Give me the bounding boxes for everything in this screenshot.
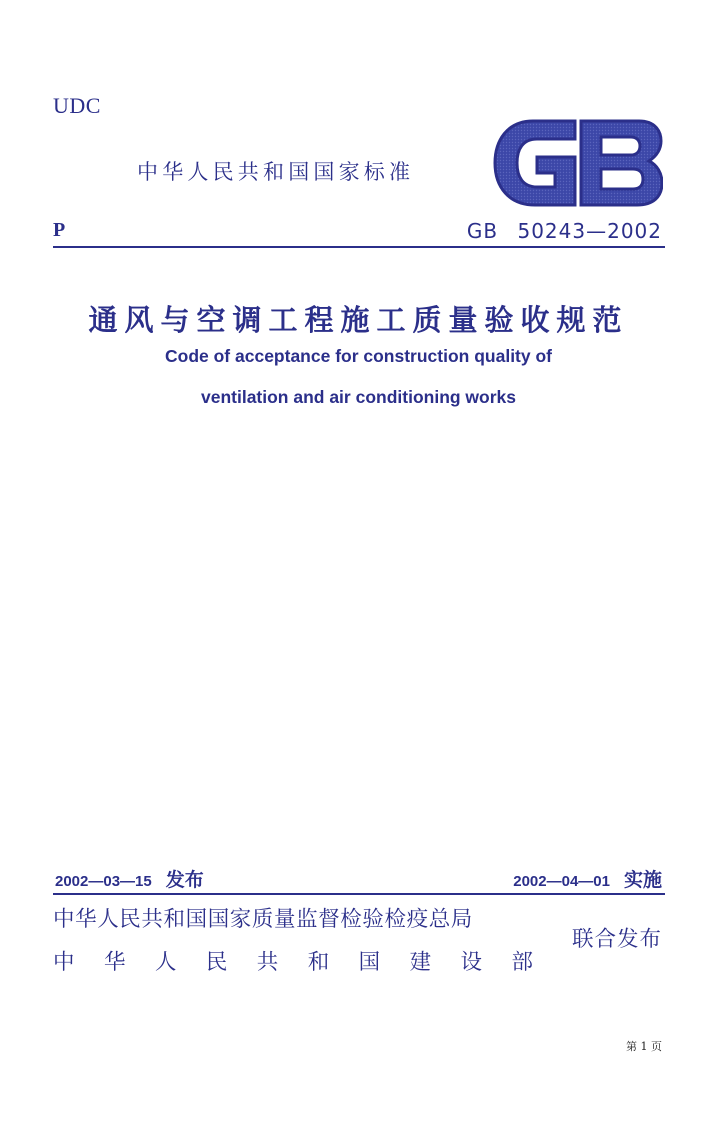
- effective-label: 实施: [623, 869, 662, 891]
- issue-date-block: [55, 865, 204, 892]
- udc-label: UDC: [53, 93, 101, 118]
- gb-logo: [493, 117, 663, 209]
- issuer-aqsiq: 中华人民共和国国家质量监督检验检疫总局: [53, 907, 473, 932]
- issuer-char: 人: [154, 950, 177, 975]
- effective-date: 2002—04—01: [513, 873, 610, 890]
- joint-publication-label: 联合发布: [571, 927, 662, 952]
- issuer-char: 部: [511, 950, 533, 975]
- standard-number: GB 50243—2002: [466, 219, 662, 243]
- issuer-ministry-of-construction: [53, 945, 533, 976]
- title-chinese: 通风与空调工程施工质量验收规范: [88, 303, 629, 337]
- issuer-char: 国: [358, 950, 381, 975]
- footer-divider: [53, 893, 665, 895]
- issuer-char: 和: [307, 950, 330, 975]
- issuer-char: 设: [460, 950, 483, 975]
- title-english-line2: ventilation and air conditioning works: [200, 387, 517, 407]
- effective-date-block: [513, 865, 662, 892]
- issuer-char: 华: [103, 950, 126, 975]
- page-number: 第 1 页: [626, 1040, 662, 1053]
- classification-code: P: [53, 219, 66, 241]
- title-english-line1: Code of acceptance for construction quality of: [165, 346, 552, 366]
- issuer-char: 建: [409, 950, 432, 975]
- gb-logo-b: [581, 121, 662, 205]
- issue-date: 2002—03—15: [55, 873, 152, 890]
- national-standard-heading: 中华人民共和国国家标准: [137, 160, 415, 184]
- gb-logo-g: [495, 121, 575, 205]
- header-divider: [53, 246, 665, 248]
- issuer-char: 民: [205, 950, 228, 975]
- issuer-char: 中: [53, 950, 75, 975]
- issuer-char: 共: [256, 950, 279, 975]
- issue-label: 发布: [165, 869, 204, 891]
